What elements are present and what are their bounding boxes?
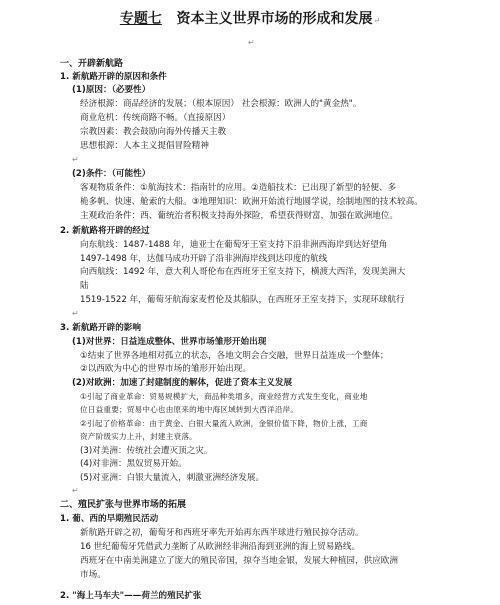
text-line: ②引起了价格革命：由于黄金、白银大量流入欧洲，金银价值下降，物价上涨，工商 xyxy=(80,419,368,428)
text-line: (4)对非洲：黑奴贸易开始。 xyxy=(80,459,187,469)
subheading: (1)对世界：日益连成整体、世界市场雏形开始出现 xyxy=(72,337,267,347)
text-line: 桅多帆、快速、舱索的大船。③地理知识：欧洲开始流行地圆学说，绘制地图的技术较高。 xyxy=(80,197,423,207)
text-line: (5)对亚洲：白银大量流入，刺激亚洲经济发展。 xyxy=(80,473,265,483)
text-line: 资产阶级实力上升，封建主衰落。 xyxy=(80,432,197,441)
subheading: 1. 新航路开辟的原因和条件 xyxy=(60,72,167,82)
subheading: 2. 新航路将开辟的经过 xyxy=(60,226,150,236)
section-heading: 二、殖民扩张与世界市场的拓展 xyxy=(60,500,187,510)
text-line: 1497-1498 年，达伽马成功开辟了沿非洲海岸线到达印度的航线 xyxy=(80,254,328,264)
text-line: 西班牙在中南美洲建立了庞大的殖民帝国，掠夺当地金银，发展大种植园，供应欧洲 xyxy=(80,556,398,566)
text-line: 16 世纪葡萄牙凭借武力垄断了从欧洲经非洲沿海到亚洲的海上贸易路线。 xyxy=(80,542,361,552)
text-line: 主观政治条件：西、葡统治者积极支持海外探险，希望获得财富，加强在欧洲地位。 xyxy=(80,211,398,221)
subheading: 3. 新航路开辟的影响 xyxy=(60,323,141,333)
text-line: 新航路开辟之初，葡萄牙和西班牙率先开始再东西半球进行殖民掠夺活动。 xyxy=(80,528,364,538)
text-line: 商业危机：传统商路不畅。（直接原因） xyxy=(80,113,231,123)
subheading: (2)对欧洲：加速了封建制度的解体，促进了资本主义发展 xyxy=(72,378,293,388)
subheading: 1. 葡、西的早期殖民活动 xyxy=(60,514,159,524)
paragraph-mark-icon: ↵ xyxy=(72,309,79,318)
text-line: 陆 xyxy=(80,281,89,291)
section-heading: 一、开辟新航路 xyxy=(60,59,124,69)
text-line: ②以西欧为中心的世界市场的雏形开始出现。 xyxy=(80,364,251,374)
text-line: 向东航线：1487-1488 年，迪亚士在葡萄牙王室支持下沿非洲西海岸到达好望角 xyxy=(80,240,388,250)
document-title xyxy=(0,8,500,28)
text-line: 客观物质条件：①航海技术：指南针的应用。②造船技术：已出现了新型的轻便、多 xyxy=(80,183,397,193)
subheading: (2)条件：（可能性） xyxy=(72,169,151,179)
title-text: 资本主义世界市场的形成和发展 xyxy=(176,11,373,27)
text-line: (3)对美洲：传统社会遭灭顶之灾。 xyxy=(80,446,213,456)
text-line: ①结束了世界各地相对孤立的状态，各地文明会合交融，世界日益连成一个整体； xyxy=(80,351,389,361)
text-line: 宗教因素：教会鼓励向海外传播天主教 xyxy=(80,127,227,137)
subheading: 2. "海上马车夫"——荷兰的殖民扩张 xyxy=(60,591,202,601)
text-line: 位日益重要；贸易中心也由原来的地中海区域转到大西洋沿岸。 xyxy=(80,405,299,414)
paragraph-mark-icon: ↵ xyxy=(72,486,79,495)
text-line: ①引起了商业革命：贸易规模扩大，商品种类增多，商业经营方式发生变化，商业地 xyxy=(80,392,368,401)
subheading: (1)原因：（必要性） xyxy=(72,85,151,95)
title-part: 专题七 xyxy=(119,11,162,27)
paragraph-mark-icon: ↵ xyxy=(248,38,255,47)
text-line: 1519-1522 年，葡萄牙航海家麦哲伦及其船队，在西班牙王室支持下，实现环球航行 xyxy=(80,295,405,305)
paragraph-mark-icon: ↵ xyxy=(373,16,381,25)
text-line: 市场。 xyxy=(80,570,106,580)
text-line: 向西航线：1492 年，意大利人哥伦布在西班牙王室支持下，横渡大西洋，发现美洲大 xyxy=(80,267,406,277)
text-line: 经济根源：商品经济的发展；（根本原因） 社会根源：欧洲人的"黄金热"。 xyxy=(80,99,362,109)
text-line: 思想根源：人本主义提倡冒险精神 xyxy=(80,141,209,151)
paragraph-mark-icon: ↵ xyxy=(72,155,79,164)
